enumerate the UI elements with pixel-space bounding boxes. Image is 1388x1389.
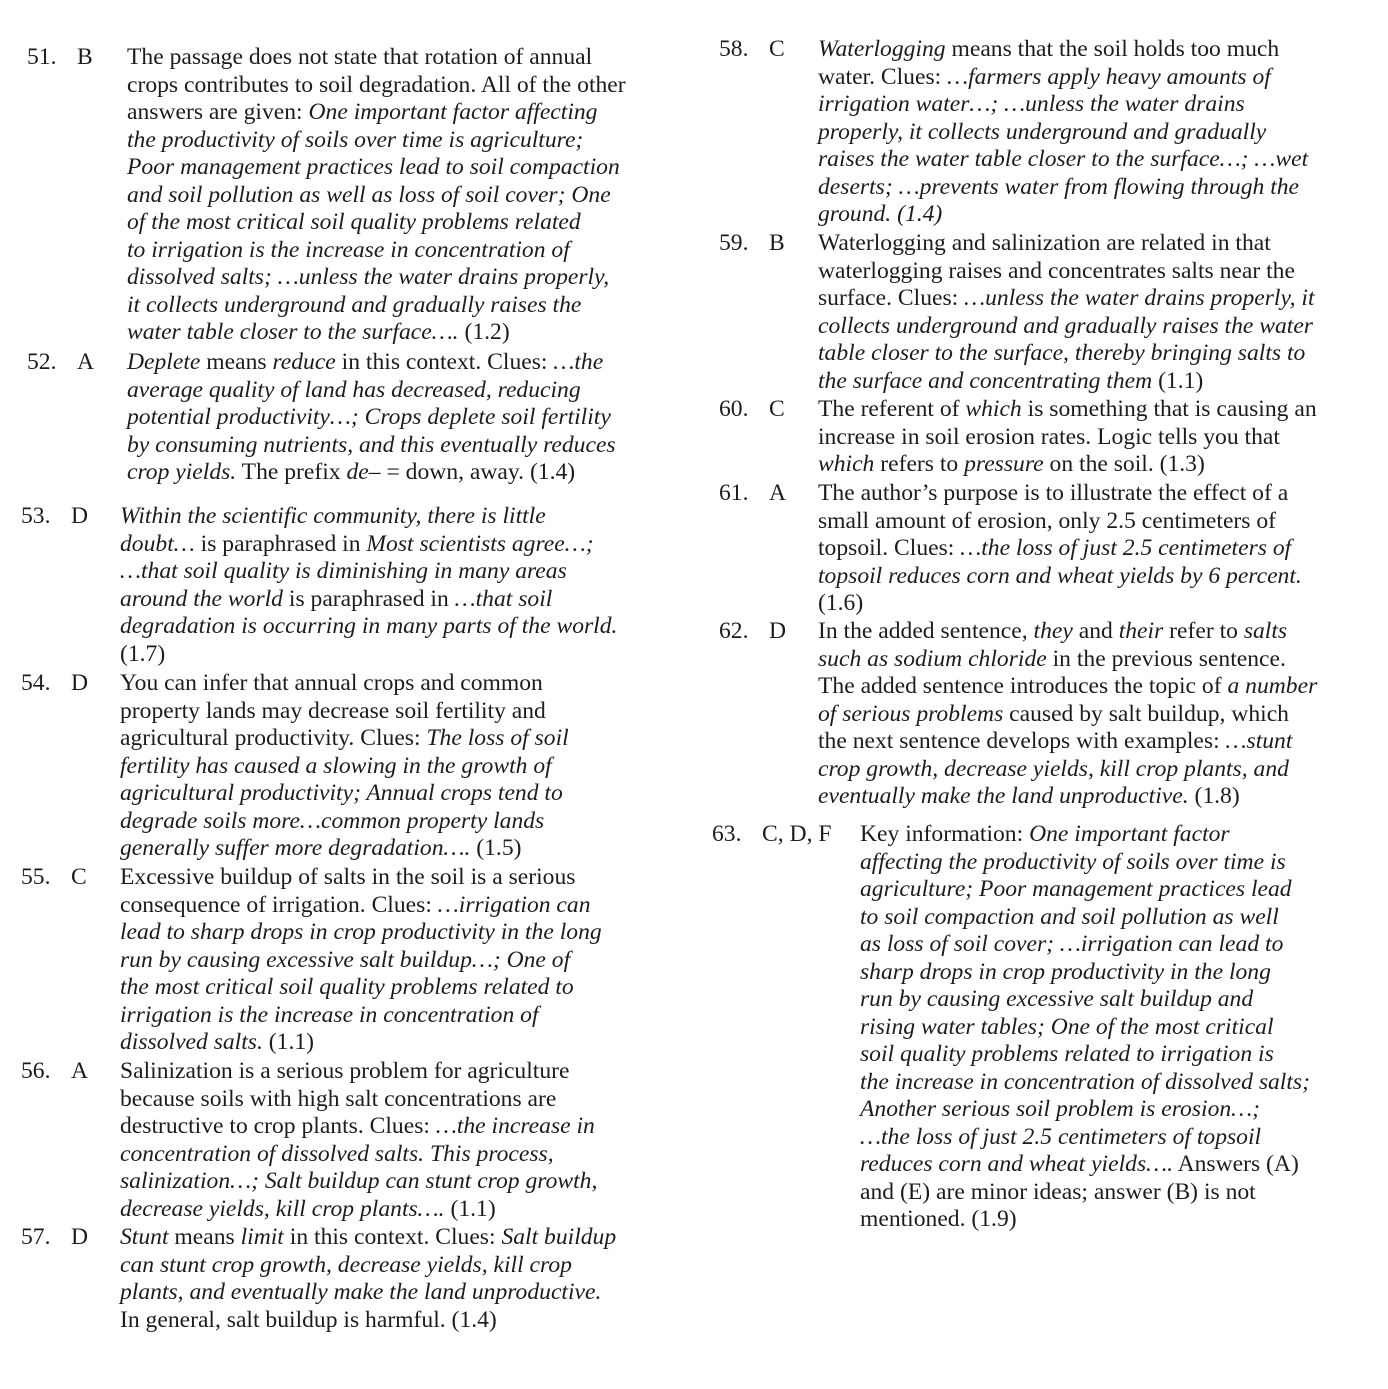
text-segment: and (E) are minor ideas; answer (B) is not — [860, 1178, 1256, 1205]
quoted-segment: run by causing excessive salt buildup…; One of — [120, 946, 571, 973]
explanation-line — [127, 99, 684, 127]
explanation-line — [127, 292, 684, 320]
quoted-segment: crop yields. — [127, 459, 237, 485]
text-segment: in the previous sentence. — [1046, 645, 1286, 672]
quoted-segment: concentration of dissolved salts. This process, — [120, 1140, 554, 1167]
explanation-line — [127, 44, 684, 72]
quoted-segment: …stunt — [1225, 728, 1293, 754]
question-number: 62. — [719, 618, 749, 644]
explanation-line — [120, 613, 684, 641]
quoted-segment: run by causing excessive salt buildup and — [860, 986, 1254, 1012]
quoted-segment: to soil compaction and soil pollution as well — [860, 903, 1279, 930]
explanation-line — [818, 396, 1382, 424]
answer-letter: C — [769, 396, 785, 422]
explanation-line — [127, 154, 684, 182]
explanation-line — [860, 821, 1382, 849]
text-segment: (1.1) — [444, 1195, 496, 1222]
text-segment: the next sentence develops with examples: — [818, 728, 1226, 754]
explanation-line — [818, 313, 1382, 341]
quoted-segment: degradation is occurring in many parts of the world. — [120, 613, 618, 639]
text-segment: (1.2) — [458, 319, 510, 345]
explanation-line — [860, 1014, 1382, 1042]
explanation-line — [818, 285, 1382, 313]
text-segment: refer to — [1163, 618, 1244, 644]
quoted-segment: agriculture; Poor management practices lead — [860, 876, 1292, 902]
explanation-line — [127, 319, 684, 347]
quoted-segment: a number — [1227, 673, 1318, 699]
quoted-segment: …the loss of just 2.5 centimeters of — [960, 535, 1292, 561]
quoted-segment: to irrigation is the increase in concentration of — [127, 236, 570, 263]
explanation-line — [120, 1279, 684, 1307]
answer-letter: C — [71, 864, 87, 890]
explanation-text — [120, 503, 684, 668]
quoted-segment: …that soil quality is diminishing in many areas — [120, 558, 567, 584]
quoted-segment: The loss of soil — [426, 725, 569, 751]
explanation-line — [120, 586, 684, 614]
quoted-segment: salts — [1243, 618, 1288, 644]
explanation-line — [818, 480, 1382, 508]
explanation-line — [120, 1141, 684, 1169]
quoted-segment: collects underground and gradually raises the water — [818, 312, 1313, 339]
quoted-segment: dissolved salts; …unless the water drains properly, — [127, 264, 610, 290]
explanation-line — [120, 1029, 684, 1057]
explanation-line — [120, 1058, 684, 1086]
quoted-segment: sharp drops in crop productivity in the long — [860, 958, 1271, 985]
explanation-line — [818, 424, 1382, 452]
text-segment: Excessive buildup of salts in the soil is a serious — [120, 864, 576, 890]
explanation-line — [818, 91, 1382, 119]
explanation-line — [818, 590, 1382, 618]
explanation-line — [120, 974, 684, 1002]
text-segment: property lands may decrease soil fertility and — [120, 697, 546, 724]
text-segment: is paraphrased in — [194, 530, 367, 557]
text-segment: and — [1072, 618, 1119, 644]
explanation-line — [860, 876, 1382, 904]
answer-letter: D — [769, 618, 787, 644]
answer-letter: A — [71, 1058, 89, 1084]
explanation-line — [120, 725, 684, 753]
explanation-line — [127, 209, 684, 237]
quoted-segment: potential productivity…; Crops deplete soil fertility — [127, 404, 611, 430]
quoted-segment: the increase in concentration of dissolved salts; — [860, 1068, 1310, 1095]
text-segment: on the soil. (1.3) — [1043, 451, 1205, 477]
quoted-segment: of serious problems — [818, 700, 1004, 727]
answer-letter: B — [77, 44, 93, 70]
quoted-segment: as loss of soil cover; …irrigation can lead to — [860, 931, 1284, 957]
explanation-line — [127, 264, 684, 292]
quoted-segment: irrigation is the increase in concentration of — [120, 1001, 539, 1028]
quoted-segment: reduce — [272, 349, 336, 375]
quoted-segment: their — [1118, 618, 1164, 644]
text-segment: agricultural productivity. Clues: — [120, 725, 427, 751]
quoted-segment: agricultural productivity; Annual crops tend to — [120, 780, 563, 806]
explanation-line — [818, 646, 1382, 674]
explanation-text — [120, 670, 684, 863]
text-segment: (1.1) — [262, 1029, 314, 1055]
question-number: 63. — [712, 821, 742, 847]
quoted-segment: generally suffer more degradation…. — [120, 835, 471, 861]
quoted-segment: limit — [240, 1224, 284, 1250]
quoted-segment: …irrigation can — [437, 891, 591, 918]
explanation-line — [818, 618, 1382, 646]
text-segment: waterlogging raises and concentrates salts near the — [818, 257, 1295, 284]
explanation-line — [120, 947, 684, 975]
explanation-line — [120, 641, 684, 669]
explanation-text — [818, 618, 1382, 811]
explanation-line — [120, 698, 684, 726]
explanation-line — [120, 753, 684, 781]
quoted-segment: …the — [553, 349, 604, 375]
explanation-line — [860, 986, 1382, 1014]
quoted-segment: around the world — [120, 585, 283, 612]
question-number: 59. — [719, 230, 749, 256]
text-segment: Answers (A) — [1173, 1151, 1299, 1177]
quoted-segment: One important factor — [1029, 821, 1230, 847]
text-segment: consequence of irrigation. Clues: — [120, 891, 438, 918]
explanation-line — [120, 503, 684, 531]
explanation-line — [127, 349, 684, 377]
quoted-segment: dissolved salts. — [120, 1029, 263, 1055]
explanation-line — [120, 1196, 684, 1224]
text-segment: increase in soil erosion rates. Logic tells you that — [818, 423, 1280, 450]
text-segment: topsoil. Clues: — [818, 535, 961, 561]
text-segment: caused by salt buildup, which — [1003, 700, 1289, 727]
question-number: 58. — [719, 36, 749, 62]
explanation-line — [860, 1151, 1382, 1179]
text-segment: (1.6) — [818, 590, 864, 616]
quoted-segment: …farmers apply heavy amounts of — [947, 63, 1271, 90]
text-segment: in this context. Clues: — [283, 1224, 502, 1250]
answer-letter: C, D, F — [762, 821, 832, 847]
explanation-line — [127, 237, 684, 265]
explanation-text — [120, 1224, 684, 1334]
explanation-line — [818, 64, 1382, 92]
question-number: 61. — [719, 480, 749, 506]
quoted-segment: rising water tables; One of the most critical — [860, 1013, 1274, 1040]
explanation-line — [127, 432, 684, 460]
text-segment: refers to — [874, 451, 965, 477]
explanation-line — [860, 1069, 1382, 1097]
question-number: 51. — [27, 44, 57, 70]
explanation-line — [120, 670, 684, 698]
explanation-line — [818, 728, 1382, 756]
explanation-line — [860, 1041, 1382, 1069]
question-number: 56. — [21, 1058, 51, 1084]
text-segment: means — [168, 1224, 241, 1250]
quoted-segment: topsoil reduces corn and wheat yields by 6 percent. — [818, 562, 1302, 589]
quoted-segment: it collects underground and gradually raises the — [127, 291, 582, 318]
explanation-text — [127, 349, 684, 487]
quoted-segment: decrease yields, kill crop plants…. — [120, 1195, 445, 1222]
explanation-line — [120, 835, 684, 863]
answer-letter: A — [77, 349, 95, 375]
explanation-line — [120, 1113, 684, 1141]
explanation-line — [860, 1206, 1382, 1234]
explanation-line — [120, 892, 684, 920]
explanation-line — [120, 531, 684, 559]
explanation-text — [818, 480, 1382, 618]
quoted-segment: average quality of land has decreased, reducing — [127, 376, 581, 403]
text-segment: answers are given: — [127, 99, 309, 125]
explanation-line — [818, 36, 1382, 64]
explanation-line — [860, 1124, 1382, 1152]
text-segment: Key information: — [860, 821, 1030, 847]
quoted-segment: Salt buildup — [501, 1224, 617, 1250]
text-segment: means — [200, 349, 273, 375]
text-segment: is something that is causing an — [1021, 396, 1317, 422]
text-segment: surface. Clues: — [818, 285, 965, 311]
question-number: 57. — [21, 1224, 51, 1250]
quoted-segment: the most critical soil quality problems related to — [120, 974, 574, 1000]
explanation-line — [120, 1224, 684, 1252]
explanation-line — [120, 558, 684, 586]
explanation-line — [860, 1179, 1382, 1207]
quoted-segment: One important factor affecting — [308, 99, 598, 125]
explanation-line — [818, 230, 1382, 258]
quoted-segment: degrade soils more…common property lands — [120, 807, 545, 834]
quoted-segment: lead to sharp drops in crop productivity in the long — [120, 919, 602, 945]
explanation-line — [127, 127, 684, 155]
explanation-line — [860, 1096, 1382, 1124]
explanation-text — [120, 864, 684, 1057]
explanation-line — [818, 563, 1382, 591]
text-segment: The added sentence introduces the topic of — [818, 673, 1228, 699]
explanation-line — [818, 535, 1382, 563]
explanation-line — [818, 258, 1382, 286]
explanation-text — [818, 36, 1382, 229]
text-segment: mentioned. (1.9) — [860, 1206, 1017, 1232]
explanation-line — [818, 701, 1382, 729]
answer-letter: D — [71, 1224, 89, 1250]
quoted-segment: Within the scientific community, there is little — [120, 503, 546, 529]
explanation-line — [127, 182, 684, 210]
explanation-line — [818, 146, 1382, 174]
question-number: 52. — [27, 349, 57, 375]
explanation-line — [818, 508, 1382, 536]
explanation-line — [127, 72, 684, 100]
explanation-text — [127, 44, 684, 347]
quoted-segment: …the increase in — [435, 1113, 595, 1139]
explanation-line — [818, 673, 1382, 701]
explanation-line — [818, 783, 1382, 811]
quoted-segment: fertility has caused a slowing in the growth of — [120, 752, 552, 779]
explanation-line — [127, 377, 684, 405]
quoted-segment: can stunt crop growth, decrease yields, kill crop — [120, 1251, 572, 1278]
text-segment: is paraphrased in — [282, 585, 455, 612]
text-segment: Salinization is a serious problem for agriculture — [120, 1058, 570, 1084]
text-segment: (1.5) — [470, 835, 522, 861]
quoted-segment: …unless the water drains properly, it — [964, 285, 1315, 311]
question-number: 54. — [21, 670, 51, 696]
explanation-line — [818, 756, 1382, 784]
question-number: 60. — [719, 396, 749, 422]
quoted-segment: of the most critical soil quality problems related — [127, 209, 581, 235]
explanation-text — [120, 1058, 684, 1223]
text-segment: In general, salt buildup is harmful. (1.4) — [120, 1306, 497, 1333]
text-segment: The prefix — [236, 459, 347, 485]
quoted-segment: which — [818, 451, 875, 477]
explanation-line — [120, 808, 684, 836]
explanation-line — [860, 904, 1382, 932]
question-number: 55. — [21, 864, 51, 890]
quoted-segment: properly, it collects underground and gradually — [818, 118, 1267, 145]
quoted-segment: pressure — [964, 451, 1044, 477]
quoted-segment: table closer to the surface, thereby bringing salts to — [818, 340, 1306, 366]
quoted-segment: Stunt — [120, 1224, 169, 1250]
quoted-segment: which — [965, 396, 1022, 422]
quoted-segment: soil quality problems related to irrigation is — [860, 1041, 1274, 1067]
text-segment: means that the soil holds too much — [945, 36, 1280, 62]
quoted-segment: reduces corn and wheat yields…. — [860, 1151, 1173, 1177]
explanation-line — [860, 931, 1382, 959]
quoted-segment: they — [1033, 618, 1073, 644]
text-segment: Waterlogging and salinization are related in that — [818, 230, 1271, 256]
text-segment: crops contributes to soil degradation. All of the other — [127, 71, 626, 98]
text-segment: The author’s purpose is to illustrate the effect of a — [818, 480, 1289, 506]
quoted-segment: Poor management practices lead to soil compaction — [127, 154, 620, 180]
explanation-line — [818, 451, 1382, 479]
quoted-segment: Waterlogging — [818, 36, 946, 62]
quoted-segment: deserts; …prevents water from flowing through the — [818, 173, 1300, 200]
text-segment: destructive to crop plants. Clues: — [120, 1113, 436, 1139]
quoted-segment: the productivity of soils over time is agriculture; — [127, 126, 584, 153]
answer-letter: C — [769, 36, 785, 62]
quoted-segment: raises the water table closer to the surface…; …wet — [818, 146, 1309, 172]
quoted-segment: Most scientists agree…; — [366, 530, 594, 557]
explanation-line — [127, 459, 684, 487]
explanation-line — [860, 849, 1382, 877]
quoted-segment: …that soil — [454, 585, 553, 612]
answer-letter: D — [71, 503, 89, 529]
explanation-line — [818, 174, 1382, 202]
text-segment: You can infer that annual crops and common — [120, 670, 543, 696]
quoted-segment: Another serious soil problem is erosion…; — [860, 1096, 1260, 1122]
explanation-text — [860, 821, 1382, 1234]
quoted-segment: de– — [346, 459, 381, 485]
quoted-segment: affecting the productivity of soils over time is — [860, 848, 1286, 875]
quoted-segment: water table closer to the surface…. — [127, 319, 459, 345]
quoted-segment: irrigation water…; …unless the water drains — [818, 91, 1245, 117]
text-segment: = down, away. (1.4) — [380, 459, 576, 485]
quoted-segment: ground. (1.4) — [818, 201, 943, 227]
text-segment: in this context. Clues: — [335, 349, 554, 375]
explanation-line — [120, 1002, 684, 1030]
quoted-segment: crop growth, decrease yields, kill crop plants, and — [818, 755, 1289, 782]
text-segment: In the added sentence, — [818, 618, 1034, 644]
quoted-segment: Deplete — [127, 349, 201, 375]
text-segment: (1.8) — [1188, 783, 1240, 809]
explanation-line — [127, 404, 684, 432]
answer-letter: B — [769, 230, 785, 256]
text-segment: The referent of — [818, 396, 966, 422]
explanation-line — [120, 864, 684, 892]
explanation-line — [818, 119, 1382, 147]
explanation-line — [120, 1168, 684, 1196]
text-segment: small amount of erosion, only 2.5 centimeters of — [818, 507, 1277, 534]
explanation-line — [860, 959, 1382, 987]
text-segment: (1.7) — [120, 640, 166, 667]
quoted-segment: plants, and eventually make the land unproductive. — [120, 1279, 602, 1305]
quoted-segment: such as sodium chloride — [818, 645, 1047, 672]
explanation-line — [120, 780, 684, 808]
quoted-segment: by consuming nutrients, and this eventually reduces — [127, 431, 616, 458]
explanation-line — [120, 919, 684, 947]
quoted-segment: the surface and concentrating them — [818, 367, 1153, 394]
quoted-segment: doubt… — [120, 530, 195, 557]
explanation-text — [818, 396, 1382, 479]
explanation-line — [818, 201, 1382, 229]
explanation-line — [120, 1307, 684, 1335]
text-segment: water. Clues: — [818, 63, 948, 90]
quoted-segment: …the loss of just 2.5 centimeters of topsoil — [860, 1123, 1262, 1150]
explanation-line — [818, 368, 1382, 396]
explanation-text — [818, 230, 1382, 395]
text-segment: (1.1) — [1152, 367, 1204, 394]
explanation-line — [120, 1086, 684, 1114]
text-segment: The passage does not state that rotation of annual — [127, 44, 593, 70]
quoted-segment: and soil pollution as well as loss of soil cover; One — [127, 181, 611, 208]
answer-letter: A — [769, 480, 787, 506]
quoted-segment: eventually make the land unproductive. — [818, 783, 1189, 809]
question-number: 53. — [21, 503, 51, 529]
explanation-line — [818, 340, 1382, 368]
answer-letter: D — [71, 670, 89, 696]
text-segment: because soils with high salt concentrations are — [120, 1085, 557, 1112]
quoted-segment: salinization…; Salt buildup can stunt crop growth, — [120, 1168, 598, 1194]
explanation-line — [120, 1252, 684, 1280]
